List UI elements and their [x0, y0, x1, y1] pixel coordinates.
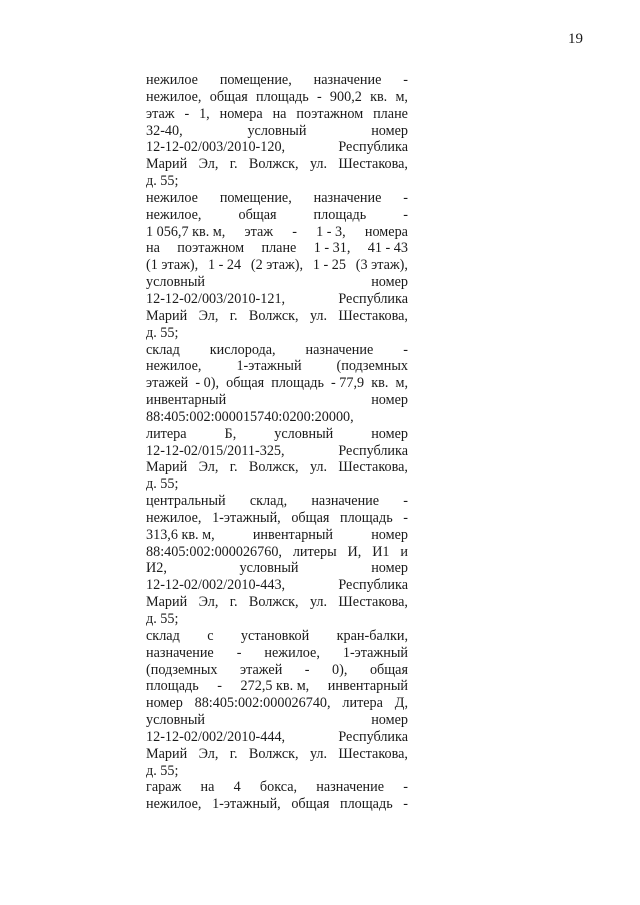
text-segment: Республика [338, 728, 408, 745]
text-line [146, 476, 408, 493]
text-segment: номер [371, 274, 408, 291]
text-segment: 32-40, [146, 122, 183, 139]
text-segment: - [403, 779, 408, 796]
text-line [146, 358, 408, 375]
text-segment: - [403, 72, 408, 88]
text-segment: 1 - 31, [313, 240, 351, 257]
text-segment: И1 [372, 543, 390, 560]
text-segment: 4 [233, 779, 241, 796]
text-line [146, 678, 408, 695]
text-segment: инвентарный [327, 678, 408, 695]
text-segment: назначение [311, 493, 380, 510]
text-segment: площадь [339, 796, 393, 813]
text-segment: (1 этаж), [146, 257, 199, 274]
text-line [146, 729, 408, 746]
text-segment: склад [146, 627, 180, 644]
text-line [146, 257, 408, 274]
text-segment: общая [209, 88, 248, 105]
text-segment: поэтажном [296, 105, 364, 122]
text-segment: условный [239, 560, 299, 577]
text-segment: ул. [309, 307, 328, 324]
text-segment: нежилое, [146, 796, 202, 813]
text-segment: назначение [316, 779, 385, 796]
text-segment: Республика [338, 577, 408, 594]
text-line [146, 123, 408, 140]
text-segment: площадь [146, 678, 199, 695]
text-line [146, 106, 408, 123]
text-segment: нежилое [146, 72, 198, 88]
text-segment: - [403, 509, 408, 526]
text-segment: назначение [305, 341, 374, 358]
text-line [146, 139, 408, 156]
text-segment: плане [373, 105, 408, 122]
text-segment: Марий [146, 459, 188, 476]
text-line [146, 527, 408, 544]
text-segment: 272,5 кв. м, [240, 678, 310, 695]
text-segment: помещение, [219, 189, 292, 206]
text-segment: Республика [338, 139, 408, 156]
text-line [146, 645, 408, 662]
text-segment: (3 этаж), [355, 257, 408, 274]
text-segment: нежилое, [146, 509, 202, 526]
text-segment: Эл, [198, 594, 219, 611]
text-segment: Эл, [198, 459, 219, 476]
text-line [146, 89, 408, 106]
text-segment: этажей [240, 661, 283, 678]
text-segment: Шестакова, [338, 594, 408, 611]
text-segment: площадь [271, 375, 324, 392]
text-segment: номера [219, 105, 263, 122]
text-segment: назначение [313, 189, 382, 206]
text-segment: общая [226, 375, 265, 392]
text-segment: условный [146, 274, 205, 291]
text-segment: Волжск, [248, 745, 299, 762]
text-segment: общая [369, 661, 408, 678]
text-line [146, 72, 408, 89]
text-segment: условный [274, 425, 334, 442]
text-segment: номера [364, 223, 408, 240]
text-segment: Шестакова, [338, 156, 408, 173]
text-segment: - [184, 105, 190, 122]
text-segment: склад [146, 341, 180, 358]
text-segment: назначение [313, 72, 382, 88]
text-segment: Волжск, [248, 459, 299, 476]
text-segment: Республика [338, 442, 408, 459]
text-line [146, 544, 408, 561]
text-segment: ул. [309, 459, 328, 476]
text-segment: 900,2 [329, 88, 362, 105]
text-segment: г. [229, 459, 238, 476]
text-line [146, 224, 408, 241]
text-segment: установкой [240, 627, 310, 644]
text-line [146, 594, 408, 611]
text-segment: на [200, 779, 215, 796]
text-segment: - [292, 223, 297, 240]
text-segment: назначение [146, 644, 214, 661]
text-segment: - [403, 206, 408, 223]
text-segment: 1, [199, 105, 210, 122]
text-segment: (подземных [336, 358, 408, 375]
text-segment: номер [371, 122, 408, 139]
text-line [146, 342, 408, 359]
text-segment: 12-12-02/015/2011-325, [146, 442, 285, 459]
text-segment: 1-этажный, [212, 796, 281, 813]
text-segment: поэтажном [177, 240, 245, 257]
text-segment: нежилое, [146, 358, 202, 375]
text-segment: д. 55; [146, 173, 179, 190]
text-line [146, 240, 408, 257]
text-segment: Эл, [198, 745, 219, 762]
text-segment: И2, [146, 560, 167, 577]
text-segment: 1-этажный, [212, 509, 281, 526]
text-line [146, 325, 408, 342]
text-segment: номер [371, 392, 408, 409]
text-line [146, 459, 408, 476]
text-segment: - [403, 493, 408, 510]
text-segment: на [146, 240, 160, 257]
text-segment: Шестакова, [338, 745, 408, 762]
text-segment: литера [146, 425, 187, 442]
text-segment: Марий [146, 307, 188, 324]
text-segment: условный [146, 712, 205, 729]
text-segment: литера [342, 695, 383, 712]
text-segment: плане [261, 240, 297, 257]
text-line [146, 577, 408, 594]
text-segment: площадь [313, 206, 367, 223]
text-segment: г. [229, 307, 238, 324]
text-line [146, 173, 408, 190]
text-segment: Республика [338, 290, 408, 307]
text-segment: Марий [146, 156, 188, 173]
text-segment: ул. [309, 594, 328, 611]
text-segment: общая [291, 796, 330, 813]
text-segment: общая [291, 509, 330, 526]
text-segment: номер [371, 712, 408, 729]
text-line [146, 662, 408, 679]
text-line [146, 274, 408, 291]
text-segment: И, [347, 543, 362, 560]
text-line [146, 510, 408, 527]
text-segment: 1 - 24 [207, 257, 242, 274]
text-segment: номер [371, 526, 408, 543]
text-segment: нежилое [146, 189, 198, 206]
text-segment: д. 55; [146, 476, 179, 493]
text-segment: м, [395, 375, 408, 392]
text-segment: 1 056,7 кв. м, [146, 223, 226, 240]
text-line [146, 190, 408, 207]
text-segment: Б, [224, 425, 237, 442]
text-segment: номер [371, 425, 408, 442]
text-segment: и [400, 543, 408, 560]
text-segment: бокса, [259, 779, 298, 796]
text-segment: номер [371, 560, 408, 577]
text-segment: - 0), [195, 375, 219, 392]
text-segment: - [403, 341, 408, 358]
text-segment: - 77,9 [331, 375, 365, 392]
text-line [146, 443, 408, 460]
text-segment: 88:405:002:000026740, [194, 695, 331, 712]
text-segment: ул. [309, 745, 328, 762]
text-line [146, 207, 408, 224]
text-line [146, 493, 408, 510]
text-segment: 12-12-02/002/2010-444, [146, 728, 286, 745]
text-segment: г. [229, 156, 238, 173]
text-segment: Волжск, [248, 594, 299, 611]
text-segment: 0), [332, 661, 348, 678]
text-segment: кран-балки, [336, 627, 408, 644]
text-segment: - [403, 796, 408, 813]
text-segment: номер [146, 695, 183, 712]
text-segment: 1-этажный [236, 358, 302, 375]
text-segment: д. 55; [146, 324, 179, 341]
text-segment: этажей [146, 375, 189, 392]
text-segment: литеры [292, 543, 337, 560]
text-segment: 88:405:002:000015740:0200:20000, [146, 408, 354, 425]
text-segment: нежилое, [146, 88, 202, 105]
text-segment: 1-этажный [342, 644, 408, 661]
text-line [146, 291, 408, 308]
text-segment: нежилое, [146, 206, 202, 223]
page-number: 19 [568, 31, 583, 47]
text-segment: на [272, 105, 287, 122]
text-segment: г. [229, 594, 238, 611]
text-segment: гараж [146, 779, 182, 796]
text-segment: г. [229, 745, 238, 762]
text-segment: Шестакова, [338, 307, 408, 324]
text-segment: Волжск, [248, 156, 299, 173]
text-segment: Эл, [198, 156, 219, 173]
text-segment: - [316, 88, 322, 105]
text-segment: (2 этаж), [250, 257, 304, 274]
text-segment: кислорода, [209, 341, 276, 358]
text-line [146, 779, 408, 796]
text-line [146, 409, 408, 426]
text-segment: - [304, 661, 310, 678]
text-segment: площадь [256, 88, 309, 105]
text-segment: 41 - 43 [367, 240, 408, 257]
text-line [146, 392, 408, 409]
text-segment: центральный [146, 493, 226, 510]
text-segment: Шестакова, [338, 459, 408, 476]
text-line [146, 763, 408, 780]
text-segment: ул. [309, 156, 328, 173]
text-segment: Д, [394, 695, 408, 712]
text-segment: площадь [339, 509, 393, 526]
text-line [146, 560, 408, 577]
text-line [146, 695, 408, 712]
text-segment: Эл, [198, 307, 219, 324]
text-segment: - [403, 189, 408, 206]
text-segment: инвентарный [146, 392, 227, 409]
text-segment: этаж [146, 105, 175, 122]
text-line [146, 746, 408, 763]
text-segment: нежилое, [264, 644, 320, 661]
text-segment: помещение, [219, 72, 292, 88]
text-segment: Марий [146, 594, 188, 611]
text-segment: (подземных [146, 661, 218, 678]
text-segment: условный [247, 122, 307, 139]
text-segment: общая [238, 206, 277, 223]
text-segment: 313,6 кв. м, [146, 526, 215, 543]
property-list-text [146, 72, 408, 813]
text-line [146, 628, 408, 645]
text-segment: этаж [244, 223, 274, 240]
text-segment: кв. [371, 375, 389, 392]
text-segment: - [236, 644, 242, 661]
text-segment: 1 - 25 [312, 257, 346, 274]
text-segment: кв. [370, 88, 388, 105]
text-segment: Марий [146, 745, 188, 762]
text-segment: - [217, 678, 222, 695]
text-segment: 12-12-02/003/2010-121, [146, 290, 286, 307]
text-segment: 88:405:002:000026760, [146, 543, 282, 560]
text-line [146, 796, 408, 813]
text-segment: Волжск, [248, 307, 299, 324]
text-segment: 12-12-02/002/2010-443, [146, 577, 286, 594]
text-line [146, 308, 408, 325]
text-line [146, 375, 408, 392]
text-line [146, 426, 408, 443]
text-segment: д. 55; [146, 611, 179, 627]
text-segment: 1 - 3, [316, 223, 346, 240]
text-line [146, 156, 408, 173]
text-segment: с [207, 627, 214, 644]
text-segment: инвентарный [252, 526, 334, 543]
text-line [146, 712, 408, 729]
text-segment: м, [395, 88, 408, 105]
text-segment: д. 55; [146, 762, 179, 779]
text-line [146, 611, 408, 628]
text-segment: 12-12-02/003/2010-120, [146, 139, 286, 156]
text-segment: склад, [249, 493, 288, 510]
